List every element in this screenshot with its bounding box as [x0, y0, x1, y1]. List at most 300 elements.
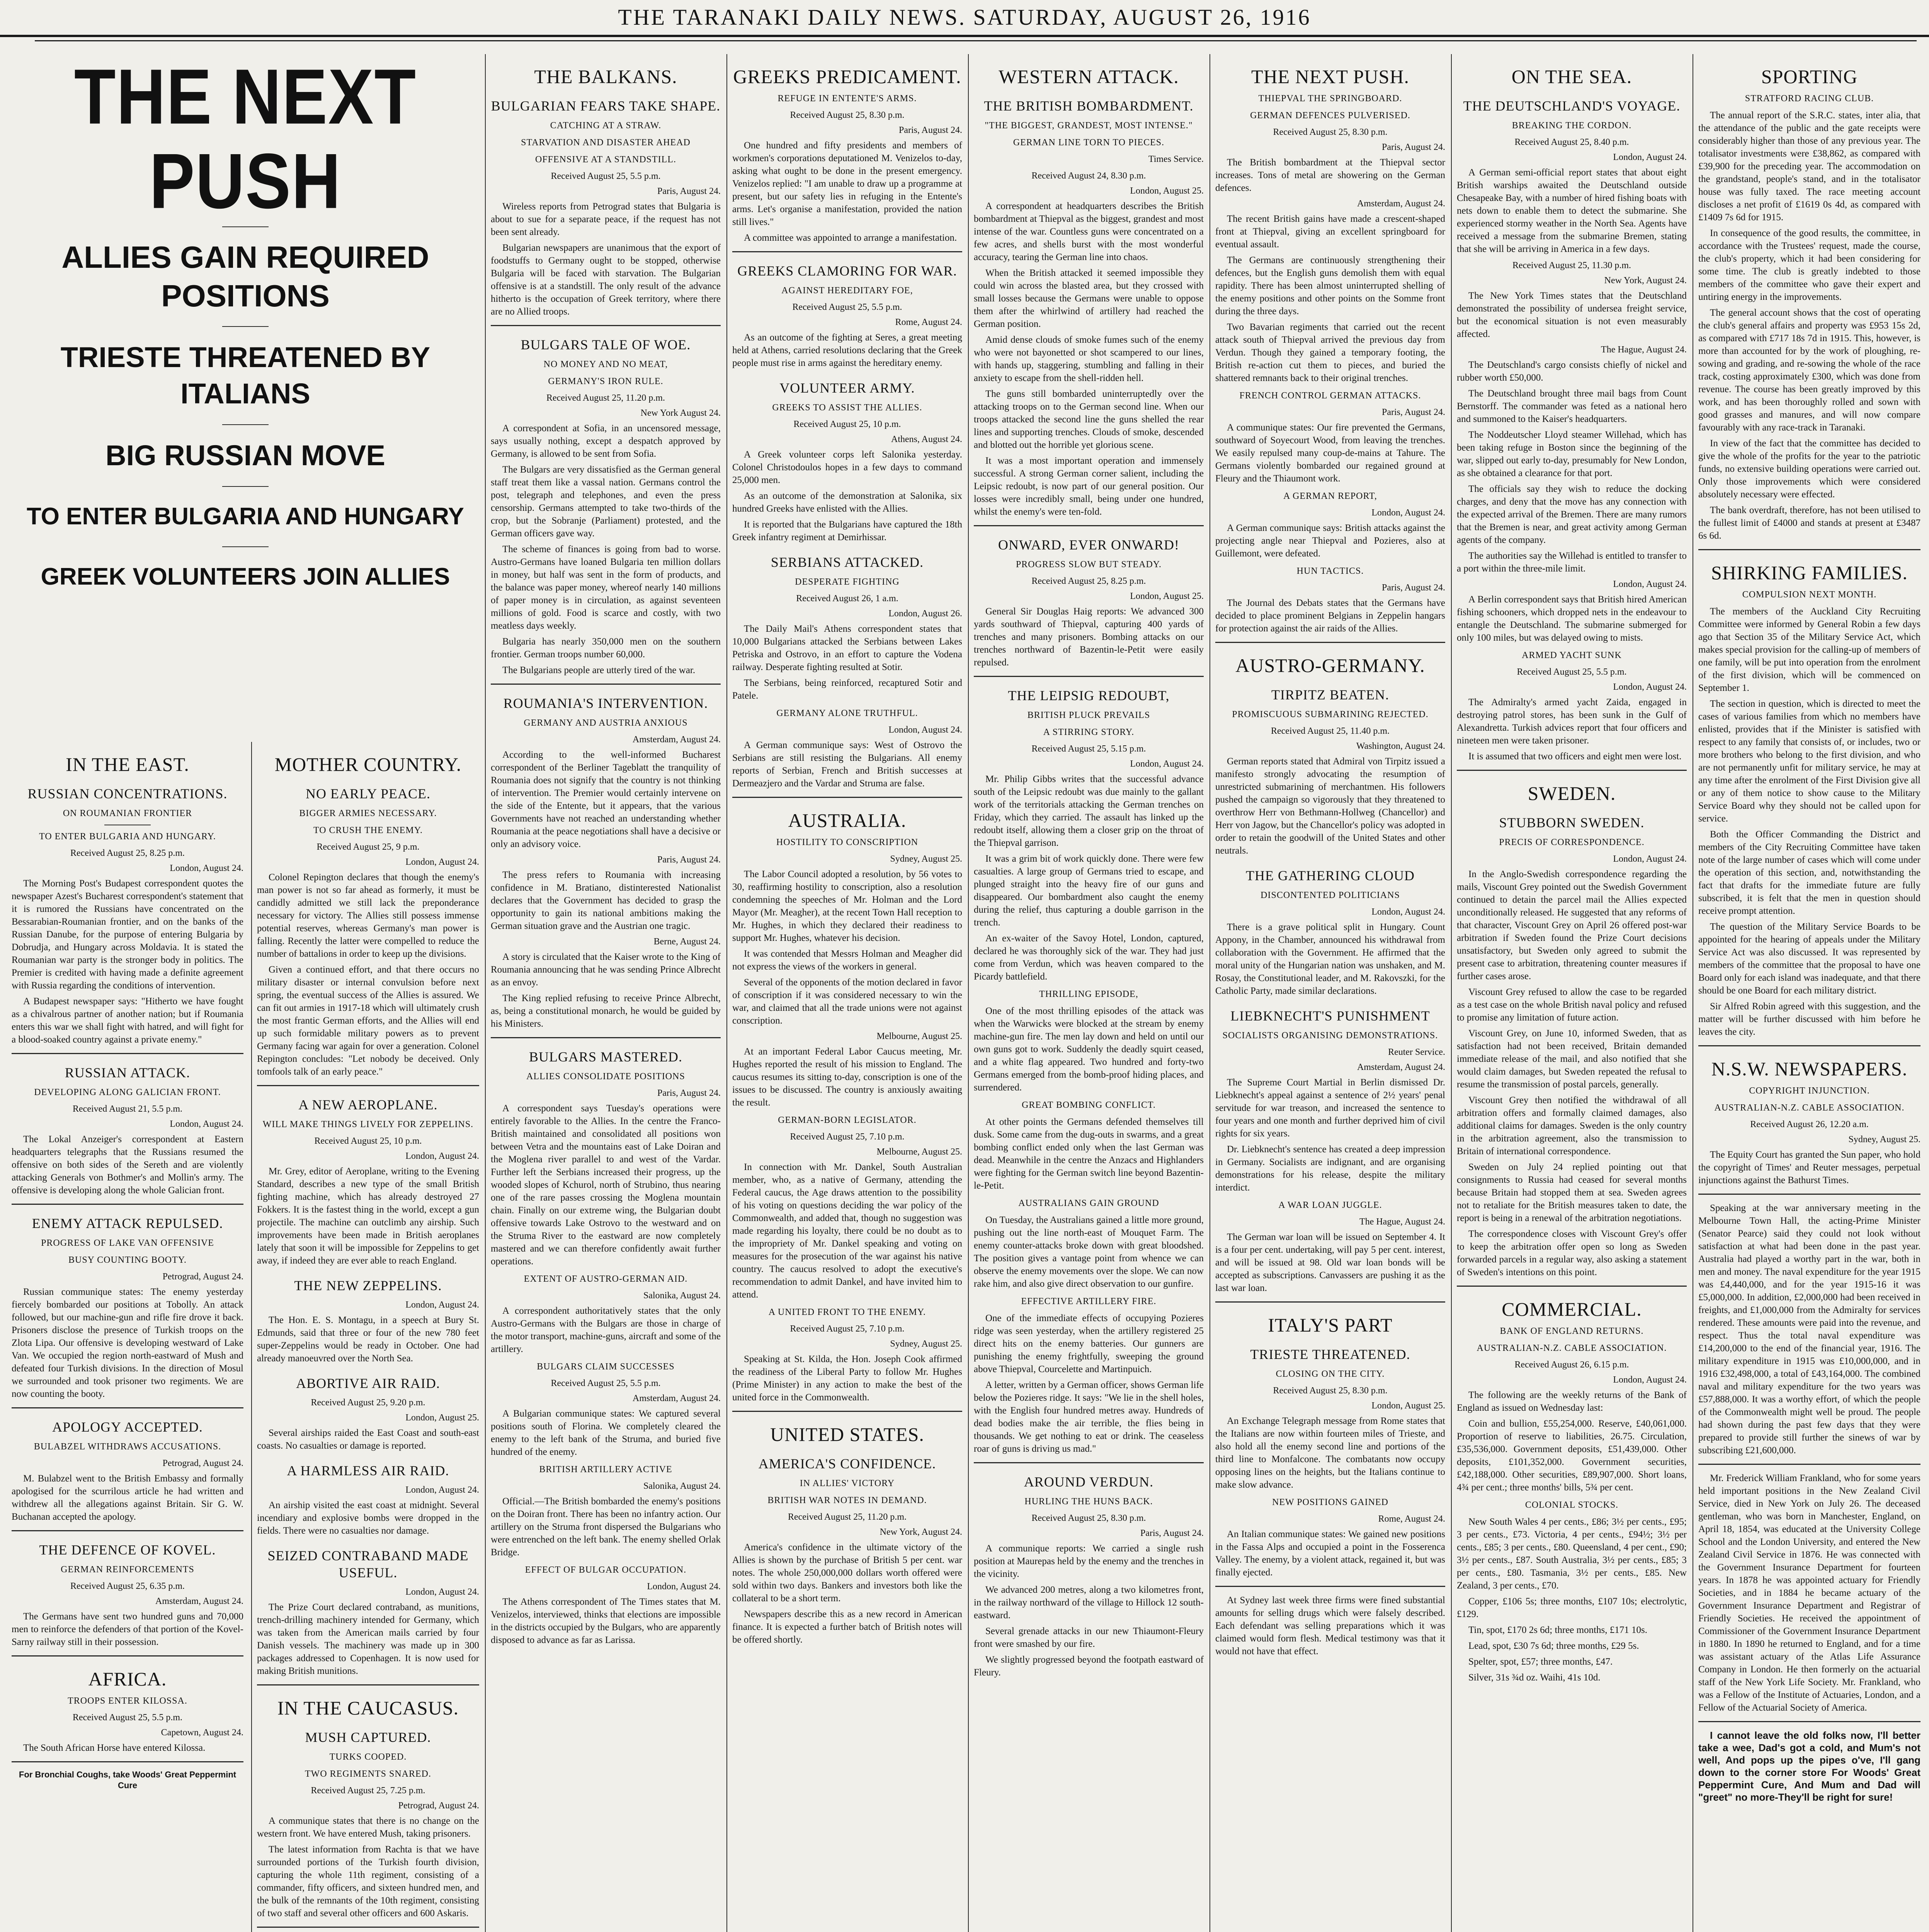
paragraph: Coin and bullion, £55,254,000. Reserve, £40,061,000. Proportion of reserve to liabilities, 26.75. Circulation, £35,536,000. Government deposits, £51,439,000. Other deposits, £101,352,000. Government securities, £42,188,000. Other securities, £89,907,000. Short loans, 4¾ per cent.; three months' bills, 5¾ per cent. — [1457, 1418, 1687, 1493]
divider — [974, 1462, 1204, 1463]
dateline: Salonika, August 24. — [643, 1481, 721, 1491]
article-subheading: STARVATION AND DISASTER AHEAD — [521, 138, 691, 148]
paragraph: The Prize Court declared contraband, as munitions, trench-drilling machinery intended for Germany, which was taken from the American mails carried by four Danish vessels. The machinery was made up in 300 packages addressed to Copenhagen. It is now used for making British munitions. — [257, 1602, 479, 1676]
paragraph: Bulgaria has nearly 350,000 men on the southern frontier. German troops number 60,000. — [491, 636, 721, 660]
received-line: Received August 25, 8.25 p.m. — [70, 848, 185, 858]
paragraph: Spelter, spot, £57; three months, £47. — [1468, 1656, 1613, 1667]
paragraph: A Budapest newspaper says: "Hitherto we have fought as a chivalrous partner of another nation; but if Roumania enters this war we shall fight with hatred, and will fight for a blood-soaked country against a private enemy." — [12, 996, 243, 1045]
article-subheading: TWO REGIMENTS SNARED. — [305, 1769, 431, 1779]
dateline: Rome, August 24. — [895, 317, 962, 327]
divider — [12, 1053, 243, 1054]
article-subheading: EXTENT OF AUSTRO-GERMAN AID. — [524, 1274, 688, 1284]
article-heading: BULGARIAN FEARS TAKE SHAPE. — [491, 98, 721, 114]
paragraph: The Labor Council adopted a resolution, by 56 votes to 30, reaffirming hostility to conscription, also a resolution condemning the speeches of Mr. Holman and the Lord Mayor (Mr. Meagher), at the recent Town Hall reception to Mr. Hughes, in which they declared their readiness to support Mr. Hughes, whatever his decision. — [732, 869, 962, 943]
article-subheading: IN ALLIES' VICTORY — [799, 1478, 895, 1488]
paragraph: The officials say they wish to reduce the docking charges, and deny that the move has any connection with the expected arrival of the Bremen. There are many rumors that the Bremen is near, and great activity among German agents of the company. — [1457, 484, 1687, 545]
divider — [732, 797, 962, 798]
paragraph: Copper, £106 5s; three months, £107 10s; electrolytic, £129. — [1457, 1596, 1687, 1619]
article-subheading: FRENCH CONTROL GERMAN ATTACKS. — [1239, 391, 1421, 401]
article-heading: NO EARLY PEACE. — [305, 786, 431, 801]
article-subheading: A STIRRING STORY. — [1043, 727, 1135, 737]
article-heading: AFRICA. — [88, 1668, 167, 1690]
paragraph: It was a grim bit of work quickly done. There were few casualties. A large group of Germans tried to escape, and plunged straight into the heavy fire of our guns and disappeared. Our bombardment also caught the enemy during the relief, thus capturing a double garrison in the trench. — [974, 854, 1204, 928]
section-title: AUSTRALIA. — [788, 810, 907, 831]
divider — [222, 226, 269, 227]
paragraph: In view of the fact that the committee has decided to give the whole of the profits for the year to the patriotic funds, no extensive building operations were carried out. Only those improvements which were considered absolutely necessary were effected. — [1698, 438, 1920, 500]
dateline: Paris, August 24. — [1381, 142, 1445, 152]
article-heading: AMERICA'S CONFIDENCE. — [758, 1456, 936, 1471]
divider — [257, 1085, 479, 1086]
paragraph: The press refers to Roumania with increasing confidence in M. Bratiano, distinterested Nationalist declares that the Government has decided to grasp the opportunity to gain its national ambitions making the German situation grave and the Austrian one tragic. — [491, 870, 721, 931]
column-rule — [485, 54, 486, 1932]
paragraph: A committee was appointed to arrange a manifestation. — [744, 233, 957, 243]
column-2 — [257, 742, 479, 1932]
dateline: New York, August 24. — [1604, 276, 1687, 286]
divider — [12, 1530, 243, 1531]
dateline: Sydney, August 25. — [890, 1339, 962, 1349]
paragraph: Wireless reports from Petrograd states that Bulgaria is about to sue for a separate peace, if the request has not been sent already. — [491, 201, 721, 237]
article-subheading: HUN TACTICS. — [1296, 566, 1364, 576]
article-subheading: BRITISH PLUCK PREVAILS — [1027, 710, 1150, 720]
paragraph: M. Bulabzel went to the British Embassy and formally apologised for the scurrilous article he had written and withdrew all the allegations against Britain. Sir G. W. Buchanan accepted the apology. — [12, 1473, 243, 1522]
article-subheading: NO MONEY AND NO MEAT, — [543, 359, 668, 369]
article-heading: AROUND VERDUN. — [1024, 1474, 1154, 1490]
received-line: Received August 25, 8.30 p.m. — [1273, 127, 1388, 137]
section-title: GREEKS PREDICAMENT. — [733, 66, 961, 87]
article-subheading: SOCIALISTS ORGANISING DEMONSTRATIONS. — [1222, 1031, 1438, 1041]
article-subheading: BANK OF ENGLAND RETURNS. — [1500, 1326, 1644, 1336]
article-heading: SEIZED CONTRABAND MADE USEFUL. — [267, 1548, 469, 1580]
dateline: Amsterdam, August 24. — [1357, 199, 1445, 209]
section-title: SHIRKING FAMILIES. — [1711, 562, 1908, 583]
paragraph: America's confidence in the ultimate victory of the Allies is shown by the purchase of British 5 per cent. war notes. The whole 250,000,000 dollars worth offered were sold within two days. Bankers and investors both like the collateral to be a short term. — [732, 1542, 962, 1604]
dateline: New York, August 24. — [879, 1527, 962, 1537]
article-heading: THE GATHERING CLOUD — [1246, 868, 1415, 883]
divider — [732, 251, 962, 252]
paragraph: Both the Officer Commanding the District and members of the City Recruiting Committee have taken note of the large number of cases which will come under the operation of this section, and, notwithstanding the fact that drafts for the immediate future are fully subscribed, it is felt that the men in question should receive prompt attention. — [1698, 829, 1920, 916]
paragraph: In the Anglo-Swedish correspondence regarding the mails, Viscount Grey pointed out the Swedish Government continued to detain the parcel mail the Allies expected unconditionally released. He suggested that any reforms of that character, Viscount Grey on April 26 offered post-war arbitration if Sweden found the Prize Court decisions unsatisfactory, but Sweden only agreed to submit the present case to arbitration, threatening counter measures if further cases arose. — [1457, 869, 1687, 981]
dateline: Paris, August 24. — [657, 855, 721, 865]
dateline: London, August 24. — [405, 1151, 479, 1161]
paragraph: Russian communique states: The enemy yesterday fiercely bombarded our positions at Tobolly. An attack followed, but our machine-gun and rifle fire drove it back. Prisoners disclose the presence of Turkish troops on the Zlota Lipa. Our offensive is developing westward of Lake Van. We occupied the region north-eastward of Mush and defeated four Turkish divisions. In the direction of Mosul we surrounded and took prisoner two regiments. We are now counting the booty. — [12, 1287, 243, 1399]
article-heading: STUBBORN SWEDEN. — [1499, 815, 1645, 830]
paragraph: One hundred and fifty presidents and members of workmen's corporations deputationed M. Venizelos to-day, asking what ought to be done in the present emergency. Venizelos replied: "I am unable to draw up a programme at present, but our safety lies in refuging in the Entente's arms. Let's organise a manifestation, provided the nation still lives." — [732, 140, 962, 227]
article-heading: ONWARD, EVER ONWARD! — [998, 537, 1179, 553]
dateline: London, August 25. — [1130, 186, 1204, 196]
received-line: Received August 25, 5.5 p.m. — [792, 302, 902, 312]
dateline: Petrograd, August 24. — [162, 1458, 243, 1468]
headline-trieste: TRIESTE THREATENED BY ITALIANS — [60, 341, 430, 410]
paragraph: A correspondent authoritatively states that the only Austro-Germans with the Bulgars are those in charge of the motor transport, machine-guns, aircraft and some of the artillery. — [491, 1306, 721, 1354]
received-line: Received August 25, 7.25 p.m. — [311, 1786, 425, 1796]
paragraph: The Bulgars are very dissatisfied as the German general staff treat them like a vassal nation. Germans control the post, telegraph and telephones, and even the press censorship. Germans attempted to take two-thirds of the crop, but the Sobranje (Parliament) protested, and the German officers gave way. — [491, 464, 721, 539]
paragraph: Mr. Grey, editor of Aeroplane, writing to the Evening Standard, describes a new type of the small British fighting machine, which has already destroyed 27 Fokkers. It is the fastest thing in the world, except a gun projectile. The machine can outclimb any airship. Such improvements have been made in British aeroplanes lately that soon it will be impossible for Zeppelins to get away, if indeed they are ever able to reach England. — [257, 1166, 479, 1266]
dateline: Rome, August 24. — [1378, 1514, 1445, 1524]
article-subheading: AUSTRALIAN-N.Z. CABLE ASSOCIATION. — [1477, 1343, 1667, 1353]
paragraph: When the British attacked it seemed impossible they could win across the blasted area, but they crossed with small losses because the Germans were unable to oppose them after the whirlwind of artillery had reached the German position. — [974, 268, 1204, 329]
article-heading: TIRPITZ BEATEN. — [1271, 687, 1389, 702]
paragraph: The scheme of finances is going from bad to worse. Austro-Germans have loaned Bulgaria ten million dollars in money, but half was sent in the form of products, and the balance was paper money, whereof nearly 140 millions of paper money is in circulation, as against seventeen millions of gold. Food is scarce and costly, with two meatless days weekly. — [491, 544, 721, 631]
paragraph: As an outcome of the fighting at Seres, a great meeting held at Athens, carried resolutions declaring that the Greek people must rise in arms against the hereditary enemy. — [732, 332, 962, 368]
article-subheading: CLOSING ON THE CITY. — [1276, 1369, 1385, 1379]
article-subheading: PRECIS OF CORRESPONDENCE. — [1499, 837, 1645, 847]
article-heading: A HARMLESS AIR RAID. — [287, 1463, 449, 1478]
paragraph: Mr. Frederick William Frankland, who for some years held important positions in the New Zealand Civil Service, died in New York on July 26. The deceased gentleman, who was born in Manchester, England, on April 18, 1854, was educated at the University College School and the London University, and entered the New Zealand Civil Service in 1876. He was connected with the Government Insurance Department for fourteen years. In 1878 he was appointed actuary for Friendly Societies, and in 1884 he became actuary of the Government Insurance Department and Registrar of Friendly Societies. He received the appointment of Commissioner of the Government Insurance Department in 1880. In 1890 he returned to England, and for a time was assistant actuary of the Atlas Life Assurance Company in London. He then formerly on the actuarial staff of the New York Life Society. Mr. Frankland, who was a Fellow of the Institute of Actuaries, London, and a Fellow of the Actuarial Society of America. — [1698, 1473, 1920, 1713]
article-subheading: MUSH CAPTURED. — [305, 1730, 431, 1745]
paragraph: Mr. Philip Gibbs writes that the successful advance south of the Leipsic redoubt was due mainly to the gallant work of the territorials attacking the German trenches on Friday, which they carried. The assault has linked up the redoubt itself, allowing them a closer grip on the throat of the Thiepval garrison. — [974, 774, 1204, 848]
received-line: Received August 25, 6.35 p.m. — [70, 1581, 185, 1591]
divider — [1698, 1464, 1920, 1465]
section-title: UNITED STATES. — [770, 1423, 924, 1445]
headline-enter-bulgaria: TO ENTER BULGARIA AND HUNGARY — [26, 503, 464, 530]
paragraph: Given a continued effort, and that there occurs no military disaster or internal convulsion before next spring, the eventual success of the Allies is assured. We can fit out armies in 1917-18 which will ultimately crush the most frantic German efforts, and the Allies will end up such formidable military powers as to prevent Germany facing war again for over a generation. Colonel Repington concludes: "Let nobody be deceived. Only tomfools talk of an early peace." — [257, 964, 479, 1077]
article-heading: ROUMANIA'S INTERVENTION. — [503, 696, 708, 711]
dateline: London, August 24. — [1613, 682, 1687, 692]
article-heading: THE DEUTSCHLAND'S VOYAGE. — [1463, 98, 1681, 114]
paragraph: The Deutschland brought three mail bags from Count Bernstorff. The commander was feted as a national hero and summoned to the Kaiser's headquarters. — [1457, 388, 1687, 424]
paragraph: Amid dense clouds of smoke fumes such of the enemy who were not bayonetted or shot scampered to our lines, with hands up, staggering, stumbling and falling in their anxiety to escape from the shell-ridden hell. — [974, 335, 1204, 383]
dateline: Salonika, August 24. — [643, 1291, 721, 1301]
dateline: London, August 24. — [1371, 508, 1445, 518]
article-subheading: STRATFORD RACING CLUB. — [1745, 94, 1874, 104]
article-subheading: BIGGER ARMIES NECESSARY. — [299, 808, 437, 818]
dateline: London, August 24. — [1613, 152, 1687, 162]
paragraph: Speaking at the war anniversary meeting in the Melbourne Town Hall, the acting-Prime Minister (Senator Pearce) said they could not look without satisfaction at what had been done in the past year. Australia had played a worthy part in the war, both in men and money. The naval expenditure for the year 1915 was £4,440,000, and for the year 1915-16 it was £5,000,000. In addition, £2,000,000 had been received in freights, and £1,000,000 from the Admiralty for services rendered. These amounts were paid into the revenue, and respect. Thus the total naval expenditure was £14,200,000 to the end of the financial year, 1916. The military expenditure in 1915 was £10,000,000, and in 1916 £32,498,000, a total of £43,164,000. The combined naval and military expenditure for the two years was £57,888,000. It was a worthy effort, of which the people of the Commonwealth might well be proud. The people had shown during the past few days that they were prepared to provide still further the sinews of war by subscribing £21,600,000. — [1698, 1203, 1920, 1456]
dateline: Athens, August 24. — [891, 434, 962, 444]
paragraph: It is reported that the Bulgarians have captured the 18th Greek infantry regiment at Demirhissar. — [732, 519, 962, 543]
paragraph: An ex-waiter of the Savoy Hotel, London, captured, declared he was thoroughly sick of the war. They had just come from Verdun, which was heaven compared to the Picardy battlefield. — [974, 933, 1204, 982]
paragraph: At Sydney last week three firms were fined substantial amounts for selling drugs which were falsely described. Each defendant was selling preparations which it was claimed would form flesh. Medical testimony was that it would not have that effect. — [1215, 1595, 1445, 1656]
paragraph: A Bulgarian communique states: We captured several positions south of Florina. We completely cleared the enemy to the left bank of the Struma, and buried five hundred of the enemy. — [491, 1408, 721, 1457]
masthead-rule — [35, 40, 1917, 41]
article-subheading: A GERMAN REPORT, — [1283, 491, 1377, 501]
divider — [257, 1684, 479, 1685]
received-line: Received August 25, 10 p.m. — [314, 1136, 422, 1146]
article-heading: APOLOGY ACCEPTED. — [52, 1419, 203, 1435]
article-subheading: PROGRESS OF LAKE VAN OFFENSIVE — [41, 1238, 214, 1248]
paragraph: The bank overdraft, therefore, has not been utilised to the fullest limit of £4000 and stands at present at £3487 6s 6d. — [1698, 505, 1920, 541]
paragraph: Newspapers describe this as a new record in American finance. It is expected a further batch of British notes will be offered shortly. — [732, 1609, 962, 1645]
dateline: Paris, August 24. — [1140, 1528, 1204, 1538]
paragraph: Official.—The British bombarded the enemy's positions on the Doiran front. There has been no infantry action. Our artillery on the Struma front dispersed the Bulgarians who were entrenched on the left bank. The enemy shelled Orlak Bridge. — [491, 1496, 721, 1558]
paragraph: Speaking at St. Kilda, the Hon. Joseph Cook affirmed the readiness of the Liberal Party to follow Mr. Hughes (Prime Minister) in any action to make the best of the united force in the Commonwealth. — [732, 1354, 962, 1403]
dateline: London, August 24. — [1613, 854, 1687, 864]
masthead — [0, 0, 1929, 37]
article-heading: THE NEW ZEPPELINS. — [294, 1278, 442, 1293]
received-line: Received August 25, 10 p.m. — [793, 419, 901, 429]
paragraph: A Greek volunteer corps left Salonika yesterday. Colonel Christodoulos hopes in a few days to command 25,000 men. — [732, 449, 962, 485]
paragraph: A story is circulated that the Kaiser wrote to the King of Roumania announcing that he was sending Prince Albrecht as an envoy. — [491, 952, 721, 988]
dateline: Paris, August 24. — [1381, 407, 1445, 417]
paragraph: The Germans have sent two hundred guns and 70,000 men to reinforce the defenders of that portion of the Kovel-Sarny railway still in their possession. — [12, 1611, 243, 1647]
article-subheading: COPYRIGHT INJUNCTION. — [1749, 1086, 1870, 1096]
column-8 — [1698, 54, 1920, 1932]
paragraph: An Exchange Telegraph message from Rome states that the Italians are now within fourteen miles of Trieste, and also hold all the enemy second line and portions of the third line to Monfalcone. The combatants now occupy opposing lines on the heights, but the Italians continue to make slow advance. — [1215, 1416, 1445, 1490]
divider — [1457, 770, 1687, 771]
paragraph: The King replied refusing to receive Prince Albrecht, as, being a constitutional monarch, he would be guided by his Ministers. — [491, 993, 721, 1029]
column-rule — [1451, 54, 1452, 1932]
headline-allies-gain: ALLIES GAIN REQUIRED POSITIONS — [61, 240, 429, 313]
paragraph: At other points the Germans defended themselves till dusk. Some came from the dug-outs in swarms, and a great bombing conflict ended only when the last German was dead. Meanwhile in the centre the Anzacs and Highlanders were fighting for the German switch line beyond Bazentin-le-Petit. — [974, 1117, 1204, 1191]
headline-greek-volunteers: GREEK VOLUNTEERS JOIN ALLIES — [41, 563, 450, 590]
article-subheading: BULGARS CLAIM SUCCESSES — [537, 1362, 675, 1372]
paragraph: The Deutschland's cargo consists chiefly of nickel and rubber worth £50,000. — [1457, 360, 1687, 383]
article-heading: BULGARS TALE OF WOE. — [521, 337, 691, 352]
received-line: Received August 25, 5.5 p.m. — [551, 1378, 661, 1388]
article-subheading: ARMED YACHT SUNK — [1522, 650, 1622, 660]
paragraph: The Morning Post's Budapest correspondent quotes the newspaper Azest's Bucharest correspondent's statement that it is rumored the Russians have concentrated on the Bessarabian-Roumanian frontier, and on the banks of the Russian Danube, for the purpose of entering Bulgaria by Dobrudja, and Hungary across Moldavia. It is stated the Roumanian war party is the stronger body in politics. The Premier is credited with having made a definite agreement with Russia regarding the conditions of intervention. — [12, 878, 243, 991]
paragraph: General Sir Douglas Haig reports: We advanced 300 yards southward of Thiepval, capturing 400 yards of trenches and many prisoners. Bombing attacks on our trenches northward of Bazentin-le-Petit were easily repulsed. — [974, 606, 1204, 668]
column-rule — [251, 742, 252, 1932]
paragraph: Dr. Liebknecht's sentence has created a deep impression in Germany. Socialists are indignant, and are organising demonstrations for his release, despite the military interdict. — [1215, 1144, 1445, 1193]
article-subheading: NEW POSITIONS GAINED — [1272, 1497, 1388, 1507]
article-subheading: PROMISCUOUS SUBMARINING REJECTED. — [1232, 709, 1429, 719]
paragraph: The New York Times states that the Deutschland demonstrated the possibility of undersea freight service, but the economical situation is not even measurably affected. — [1457, 291, 1687, 339]
paragraph: Viscount Grey then notified the withdrawal of all arbitration offers and formally claimed damages, also additional claims for damages. Sweden is the only country in the arbitration agreement, also the transmission to Britain of international correspondence. — [1457, 1095, 1687, 1156]
divider — [1215, 1301, 1445, 1303]
received-line: Received August 25, 7.10 p.m. — [790, 1324, 905, 1334]
section-title: SPORTING — [1761, 66, 1858, 87]
paragraph: The Journal des Debats states that the Germans have decided to place prominent Belgians in Zeppelin hangars for protection against the air raids of the Allies. — [1215, 598, 1445, 634]
divider — [1698, 1721, 1920, 1722]
dateline: Paris, August 24. — [657, 1088, 721, 1098]
dateline: London, August 24. — [1613, 1375, 1687, 1385]
article-heading: RUSSIAN CONCENTRATIONS. — [27, 786, 228, 801]
paragraph: It was contended that Messrs Holman and Meagher did not express the views of the workers in general. — [732, 949, 962, 972]
paragraph: The authorities say the Willehad is entitled to transfer to a port within the three-mile limit. — [1457, 551, 1687, 574]
paragraph: One of the most thrilling episodes of the attack was when the Warwicks were blocked at the stream by enemy machine-gun fire. The men lay down and held on until our own guns got to work. Suddenly the deadly squirt ceased, and a white flag appeared. Two hundred and forty-two Germans emerged from the bomb-proof hiding places, and surrendered. — [974, 1006, 1204, 1093]
dateline: Berne, August 24. — [653, 937, 721, 947]
article-subheading: COMPULSION NEXT MONTH. — [1742, 590, 1877, 600]
column-rule — [1209, 54, 1210, 1932]
section-title: THE NEXT PUSH. — [1251, 66, 1409, 87]
dateline: Sydney, August 25. — [1848, 1134, 1920, 1145]
article-heading: BULGARS MASTERED. — [529, 1049, 683, 1065]
paragraph: The following are the weekly returns of the Bank of England as issued on Wednesday last: — [1457, 1390, 1687, 1413]
paragraph: The Serbians, being reinforced, recaptured Sotir and Patele. — [732, 678, 962, 701]
article-subheading: OFFENSIVE AT A STANDSTILL. — [535, 155, 676, 165]
dateline: The Hague, August 24. — [1359, 1217, 1445, 1227]
received-line: Received August 25, 11.20 p.m. — [546, 393, 665, 403]
paragraph: Colonel Repington declares that though the enemy's man power is not so far ahead as formerly, it must be candidly admitted we still lack the preponderance necessary for victory. The Allies still possess immense potential reserves, whereas Germany's man power is falling. Recently the latter were compelled to reduce the number of battalions in order to keep up the divisions. — [257, 872, 479, 959]
section-title: IN THE EAST. — [66, 753, 189, 775]
section-title: WESTERN ATTACK. — [999, 66, 1179, 87]
paragraph: A Berlin correspondent says that British hired American fishing schooners, which dropped nets in the endeavour to entangle the Deutschland. The submarine submerged for only 100 miles, but was delayed owing to mists. — [1457, 594, 1687, 643]
dateline: London, August 24. — [405, 857, 479, 867]
paragraph: A communique reports: We carried a single rush position at Maurepas held by the enemy and the trenches in the vicinity. — [974, 1543, 1204, 1579]
received-line: Received August 25, 8.40 p.m. — [1514, 137, 1629, 147]
article-subheading: EFFECT OF BULGAR OCCUPATION. — [525, 1565, 687, 1575]
dateline: Amsterdam, August 24. — [155, 1596, 243, 1606]
paragraph: A letter, written by a German officer, shows German life below the Pozieres ridge. It says: "We lie in the shell holes, with the English four hundred metres away. Hundreds of dead bodies make the air terrible, the flies being in thousands. We get nothing to eat or drink. The ceaseless roar of guns is driving us mad." — [974, 1380, 1204, 1454]
divider — [1698, 1045, 1920, 1046]
dateline: Amsterdam, August 24. — [633, 735, 721, 745]
headline-the-next-push: THE NEXT PUSH — [74, 54, 417, 225]
article-subheading: A UNITED FRONT TO THE ENEMY. — [768, 1307, 926, 1317]
dateline: Times Service. — [1148, 154, 1204, 164]
paragraph: New South Wales 4 per cents., £86; 3½ per cents., £95; 3 per cents., £73. Victoria, 4 per cents., £94½; 3½ per cents., £85; 3 per cents., £80. Queensland, 4 per cent., £90; 3½ per cents., £87. South Australia, 3½ per cents., £85; 3 per cents., £80. Tasmania, 3½ per cents., £85. New Zealand, 3 per cents., £70. — [1457, 1517, 1687, 1591]
article-heading: A NEW AEROPLANE. — [298, 1097, 438, 1112]
divider — [1215, 642, 1445, 643]
received-line: Received August 26, 6.15 p.m. — [1514, 1360, 1629, 1370]
paragraph: An airship visited the east coast at midnight. Several incendiary and explosive bombs were dropped in the fields. There were no casualties nor damage. — [257, 1500, 479, 1536]
column-4 — [732, 54, 962, 1932]
divider — [222, 486, 269, 487]
divider — [974, 525, 1204, 526]
paragraph: As an outcome of the demonstration at Salonika, six hundred Greeks have enlisted with the Allies. — [732, 491, 962, 514]
article-subheading: CATCHING AT A STRAW. — [550, 121, 662, 131]
article-heading: IN THE CAUCASUS. — [277, 1697, 459, 1719]
section-title: AUSTRO-GERMANY. — [1235, 655, 1425, 676]
article-subheading: TROOPS ENTER KILOSSA. — [68, 1696, 187, 1706]
article-subheading: TO ENTER BULGARIA AND HUNGARY. — [39, 832, 216, 842]
paragraph: We advanced 200 metres, along a two kilometres front, in the railway northward of the village to Hillock 12 south-eastward. — [974, 1585, 1204, 1621]
received-line: Received August 25, 9.20 p.m. — [311, 1398, 425, 1408]
paragraph: Silver, 31s ¾d oz. Waihi, 41s 10d. — [1468, 1672, 1601, 1683]
paragraph: The Equity Court has granted the Sun paper, who hold the copyright of Times' and Reuter messages, perpetual injunctions against the Bathurst Times. — [1698, 1150, 1920, 1185]
section-title: SWEDEN. — [1528, 782, 1616, 804]
paragraph: On Tuesday, the Australians gained a little more ground, pushing out the line north-east of Mouquet Farm. The enemy counter-attacks broke down with great bloodshed. The position gives a vantage point from whence we can observe the enemy movements over the slope. We can now rake him, and also give direct observation to our gunfire. — [974, 1215, 1204, 1289]
paragraph: Two Bavarian regiments that carried out the recent attack south of Thiepval arrived the previous day from Verdun. Though they gained a temporary footing, the British re-action cut them to pieces, and buried the shattered remnants back to their original trenches. — [1215, 322, 1445, 383]
divider — [222, 424, 269, 425]
article-subheading: GREAT BOMBING CONFLICT. — [1022, 1100, 1156, 1110]
paragraph: A correspondent says Tuesday's operations were entirely favorable to the Allies. In the centre the Franco-British maintained and consolidated all positions won between Vetra and the mountains east of Lake Doiran and the Moglena river parallel to and west of the Vardar. Further left the Serbians increased their progress, up the wooded slopes of Kchurol, north of Strubino, thus nearing one of the rare passes crossing the Moglena mountain chain. Finally on our extreme wing, the Bulgarian doubt offensive towards Lake Ostrovo to the westward and on the Struma River to the eastward are now completely mastered and we can therefore confidently await further operations. — [491, 1103, 721, 1267]
article-heading: LIEBKNECHT'S PUNISHMENT — [1230, 1008, 1430, 1024]
advertisement: I cannot leave the old folks now, I'll better take a wee, Dad's got a cold, and Mum's not well, And pops up the pipes o've, I'll gang down to the corner store For Woods' Great Peppermint Cure, And Mum and Dad will "greet" no more-They'll be right for sure! — [1698, 1730, 1920, 1803]
paragraph: A communique states: Our fire prevented the Germans, southward of Soyecourt Wood, from leaving the trenches. We easily repulsed many coup-de-mains at Tahure. The Germans violently bombarded our regained ground at Fleury and the Thiaumont work. — [1215, 422, 1445, 484]
article-heading: TRIESTE THREATENED. — [1250, 1347, 1410, 1362]
received-line: Received August 26, 12.20 a.m. — [1750, 1119, 1869, 1129]
article-heading: RUSSIAN ATTACK. — [65, 1065, 191, 1080]
article-subheading: BULABZEL WITHDRAWS ACCUSATIONS. — [34, 1442, 221, 1452]
paragraph: It was a most important operation and immensely successful. A strong German corner salient, including the Leipsic redoubt, is now part of our general position. Our losses were incredibly small, being under one hundred, whilst the enemy's were ten-fold. — [974, 456, 1204, 517]
dateline: Paris, August 24. — [898, 125, 962, 135]
article-subheading: ON ROUMANIAN FRONTIER — [63, 808, 192, 818]
column-7 — [1457, 54, 1687, 1932]
main-headline-block — [12, 54, 479, 742]
received-line: Received August 25, 8.30 p.m. — [1273, 1386, 1388, 1396]
received-line: Received August 26, 1 a.m. — [796, 594, 898, 604]
column-rule — [968, 54, 969, 1932]
column-5 — [974, 54, 1204, 1932]
received-line: Received August 25, 7.10 p.m. — [790, 1132, 905, 1142]
paragraph: An Italian communique states: We gained new positions in the Fassa Alps and occupied a point in the Fosserenca Valley. The enemy, by a violent attack, regained it, but was finally ejected. — [1215, 1529, 1445, 1578]
article-subheading: EFFECTIVE ARTILLERY FIRE. — [1021, 1296, 1157, 1306]
divider — [12, 1204, 243, 1205]
column-6 — [1215, 54, 1445, 1932]
received-line: Received August 25, 8.30 p.m. — [790, 110, 905, 120]
dateline: London, August 24. — [405, 1300, 479, 1310]
masthead-title: THE TARANAKI DAILY NEWS. SATURDAY, AUGUST 26, 1916 — [618, 5, 1311, 30]
paragraph: The Lokal Anzeiger's correspondent at Eastern headquarters telegraphs that the Russians resumed the offensive on both sides of the Sereth and are violently attacking Generals von Bothmer's and Mollin's army. The offensive is developing along the whole Galician front. — [12, 1134, 243, 1196]
column-1 — [12, 742, 243, 1932]
article-subheading: AGAINST HEREDITARY FOE, — [781, 286, 913, 296]
article-heading: GREEKS CLAMORING FOR WAR. — [737, 263, 957, 279]
divider — [1698, 1194, 1920, 1195]
paragraph: At an important Federal Labor Caucus meeting, Mr. Hughes reported the result of his mission to England. The caucus resumes its sitting to-day, conscription is one of the issues to be discussed. The country is anxiously awaiting the result. — [732, 1046, 962, 1108]
paragraph: The Bulgarians people are utterly tired of the war. — [502, 665, 696, 675]
article-subheading: DEVELOPING ALONG GALICIAN FRONT. — [34, 1087, 221, 1097]
dateline: New York August 24. — [640, 408, 721, 418]
divider — [1698, 549, 1920, 550]
column-rule — [726, 54, 727, 1932]
dateline: Amsterdam, August 24. — [633, 1393, 721, 1403]
paragraph: The members of the Auckland City Recruiting Committee were informed by General Robin a few days ago that Section 35 of the Military Service Act, which makes special provision for the calling-up of members of one family, will be put into operation from the enrolment of the first division, which will be commenced on September 1. — [1698, 606, 1920, 693]
dateline: Melbourne, August 25. — [876, 1031, 962, 1041]
paragraph: The Noddeutscher Lloyd steamer Willehad, which has been taking refuge in Boston since the beginning of the war, slipped out early to-day, presumably for New London, as she obtained a clearance for that port. — [1457, 430, 1687, 478]
received-line: Received August 24, 8.30 p.m. — [1031, 171, 1146, 181]
paragraph: The Athens correspondent of The Times states that M. Venizelos, interviewed, thinks that elections are impossible in the districts occupied by the Bulgars, who are apparently disposed to advance as far as Larissa. — [491, 1597, 721, 1645]
dateline: London, August 25. — [405, 1413, 479, 1423]
article-subheading: TO CRUSH THE ENEMY. — [313, 825, 423, 835]
divider — [12, 1761, 243, 1762]
article-subheading: AUSTRALIAN-N.Z. CABLE ASSOCIATION. — [1714, 1103, 1905, 1113]
divider — [1215, 1586, 1445, 1587]
article-subheading: COLONIAL STOCKS. — [1525, 1500, 1619, 1510]
paragraph: According to the well-informed Bucharest correspondent of the Berliner Tageblatt the tranquility of Roumania does not signify that the country is not thinking of intervention. The Premier would certainly intervene on the side of the Entente, but it appears, that the various Governments have not reached an understanding whether Roumania at the peace negotiations shall have a decisive or only an advisory voice. — [491, 750, 721, 849]
paragraph: The South African Horse have entered Kilossa. — [23, 1743, 206, 1753]
received-line: Received August 25, 5.5 p.m. — [73, 1713, 182, 1723]
paragraph: Several of the opponents of the motion declared in favor of conscription if it was considered necessary to win the war, and claimed that all the trade unions were not against conscription. — [732, 977, 962, 1026]
paragraph: Several grenade attacks in our new Thiaumont-Fleury front were smashed by our fire. — [974, 1626, 1204, 1649]
dateline: London, August 24. — [405, 1485, 479, 1495]
article-subheading: "THE BIGGEST, GRANDEST, MOST INTENSE." — [985, 121, 1193, 131]
received-line: Received August 25, 5.5 p.m. — [551, 171, 661, 181]
divider — [1457, 1286, 1687, 1287]
paragraph: German reports stated that Admiral von Tirpitz issued a manifesto strongly advocating the resumption of unrestricted submarining of merchantmen. His followers pushed the campaign so vigorously that they threatened to overthrow Herr von Bethmann-Hollweg (Chancellor) and Herr von Jagow, but the Chancellor's policy was adopted in order to retain the goodwill of the United States and other neutrals. — [1215, 756, 1445, 856]
received-line: Received August 25, 9 p.m. — [316, 842, 420, 852]
divider — [732, 1411, 962, 1412]
article-subheading: BRITISH ARTILLERY ACTIVE — [539, 1464, 672, 1475]
dateline: The Hague, August 24. — [1601, 345, 1687, 355]
paragraph: A communique states that there is no change on the western front. We have entered Mush, taking prisoners. — [257, 1816, 479, 1839]
article-subheading: THRILLING EPISODE, — [1039, 989, 1138, 999]
article-subheading: THIEPVAL THE SPRINGBOARD. — [1258, 94, 1402, 104]
article-heading: ABORTIVE AIR RAID. — [296, 1376, 440, 1391]
article-heading: ENEMY ATTACK REPULSED. — [32, 1216, 223, 1231]
paragraph: Sweden on July 24 replied pointing out that consignments to Russia had ceased for several months because Britain had stopped them at sea. Sweden agrees not to retaliate for the British measures taken to date, the report is being in a renewal of the arbitration negotiations. — [1457, 1162, 1687, 1223]
paragraph: The Daily Mail's Athens correspondent states that 10,000 Bulgarians attacked the Serbians between Lakes Petriska and Ostrovo, in an effort to capture the Vodena railway. Desperate fighting resulted at Sotir. — [732, 624, 962, 672]
divider — [974, 676, 1204, 677]
paragraph: In connection with Mr. Dankel, South Australian member, who, as a native of Germany, attending the Federal caucus, the Age draws attention to the possibility of his voting on questions deciding the war policy of the Commonwealth, and added that, though no suggestion was made regarding his loyalty, there could be no doubt as to the impropriety of Mr. Dankel speaking and voting on measures for the prosecution of the war against his native country. The caucus resolved to adopt the executive's recommendation to admit Dankel, and have invited him to attend. — [732, 1162, 962, 1300]
received-line: Received August 25, 8.30 p.m. — [1031, 1513, 1146, 1523]
headline-big-russian-move: BIG RUSSIAN MOVE — [105, 439, 385, 471]
dateline: London, August 26. — [888, 609, 962, 619]
paragraph: The British bombardment at the Thiepval sector increases. Tons of metal are showering on the German defences. — [1215, 157, 1445, 193]
received-line: Received August 21, 5.5 p.m. — [73, 1104, 182, 1114]
dateline: London, August 24. — [888, 725, 962, 735]
paragraph: There is a grave political split in Hungary. Count Appony, in the Chamber, announced his withdrawal from collaboration with the Government. He affirmed that the moral unity of the Hungarian nation was unshaken, and M. Rosay, the Constitutional leader, and M. Rakovszki, for the Catholic Party, made similar declarations. — [1215, 922, 1445, 996]
article-subheading: WILL MAKE THINGS LIVELY FOR ZEPPELINS. — [262, 1119, 474, 1129]
divider — [222, 546, 269, 547]
article-subheading: BREAKING THE CORDON. — [1512, 121, 1632, 131]
article-subheading: PROGRESS SLOW BUT STEADY. — [1016, 560, 1162, 570]
paragraph: The latest information from Rachta is that we have surrounded portions of the Turkish fourth division, capturing the whole 11th regiment, consisting of a commander, fifty officers, and sixteen hundred men, and the bulk of the remnants of the 10th regiment, consisting of two staff and several other officers and 600 Askaris. — [257, 1844, 479, 1918]
paragraph: The Supreme Court Martial in Berlin dismissed Dr. Liebknecht's appeal against a sentence of 2½ years' penal servitude for war treason, and increased the sentence to four years and one month and further deprived him of civil rights for six years. — [1215, 1077, 1445, 1139]
received-line: Received August 25, 8.25 p.m. — [1031, 576, 1146, 586]
received-line: Received August 25, 11.30 p.m. — [1512, 260, 1631, 270]
article-subheading: ALLIES CONSOLIDATE POSITIONS — [526, 1071, 685, 1082]
paragraph: The question of the Military Service Boards to be appointed for the hearing of appeals under the Military Service Act was also discussed. It was represented by members of the committee that the proposal to have one Board only for each island was inadequate, and that there should be one Board for each military district. — [1698, 922, 1920, 996]
section-title: N.S.W. NEWSPAPERS. — [1711, 1058, 1908, 1080]
article-subheading: A WAR LOAN JUGGLE. — [1278, 1200, 1382, 1210]
article-subheading: GREEKS TO ASSIST THE ALLIES. — [772, 403, 922, 413]
article-heading: VOLUNTEER ARMY. — [779, 380, 915, 396]
paragraph: Bulgarian newspapers are unanimous that the export of foodstuffs to Germany ought to be stopped, otherwise Bulgaria will be faced with starvation. The Bulgarian offensive is at a standstill. The only result of the advance hitherto is the occupation of Greek territory, where there are no Allied troops. — [491, 243, 721, 317]
paragraph: The Hon. E. S. Montagu, in a speech at Bury St. Edmunds, said that three or four of the new 780 feet super-Zeppelins would be ready in October. One had already manoeuvred over the North Sea. — [257, 1315, 479, 1364]
paragraph: Sir Alfred Robin agreed with this suggestion, and the matter will be further discussed with him before he leaves the city. — [1698, 1001, 1920, 1037]
paragraph: The guns still bombarded uninterruptedly over the attacking troops on to the German second line. When our troops attacked the second line the guns shelled the rear lines and supporting trenches. Clouds of smoke, descended and blotted out the horrible yet glorious scene. — [974, 389, 1204, 450]
